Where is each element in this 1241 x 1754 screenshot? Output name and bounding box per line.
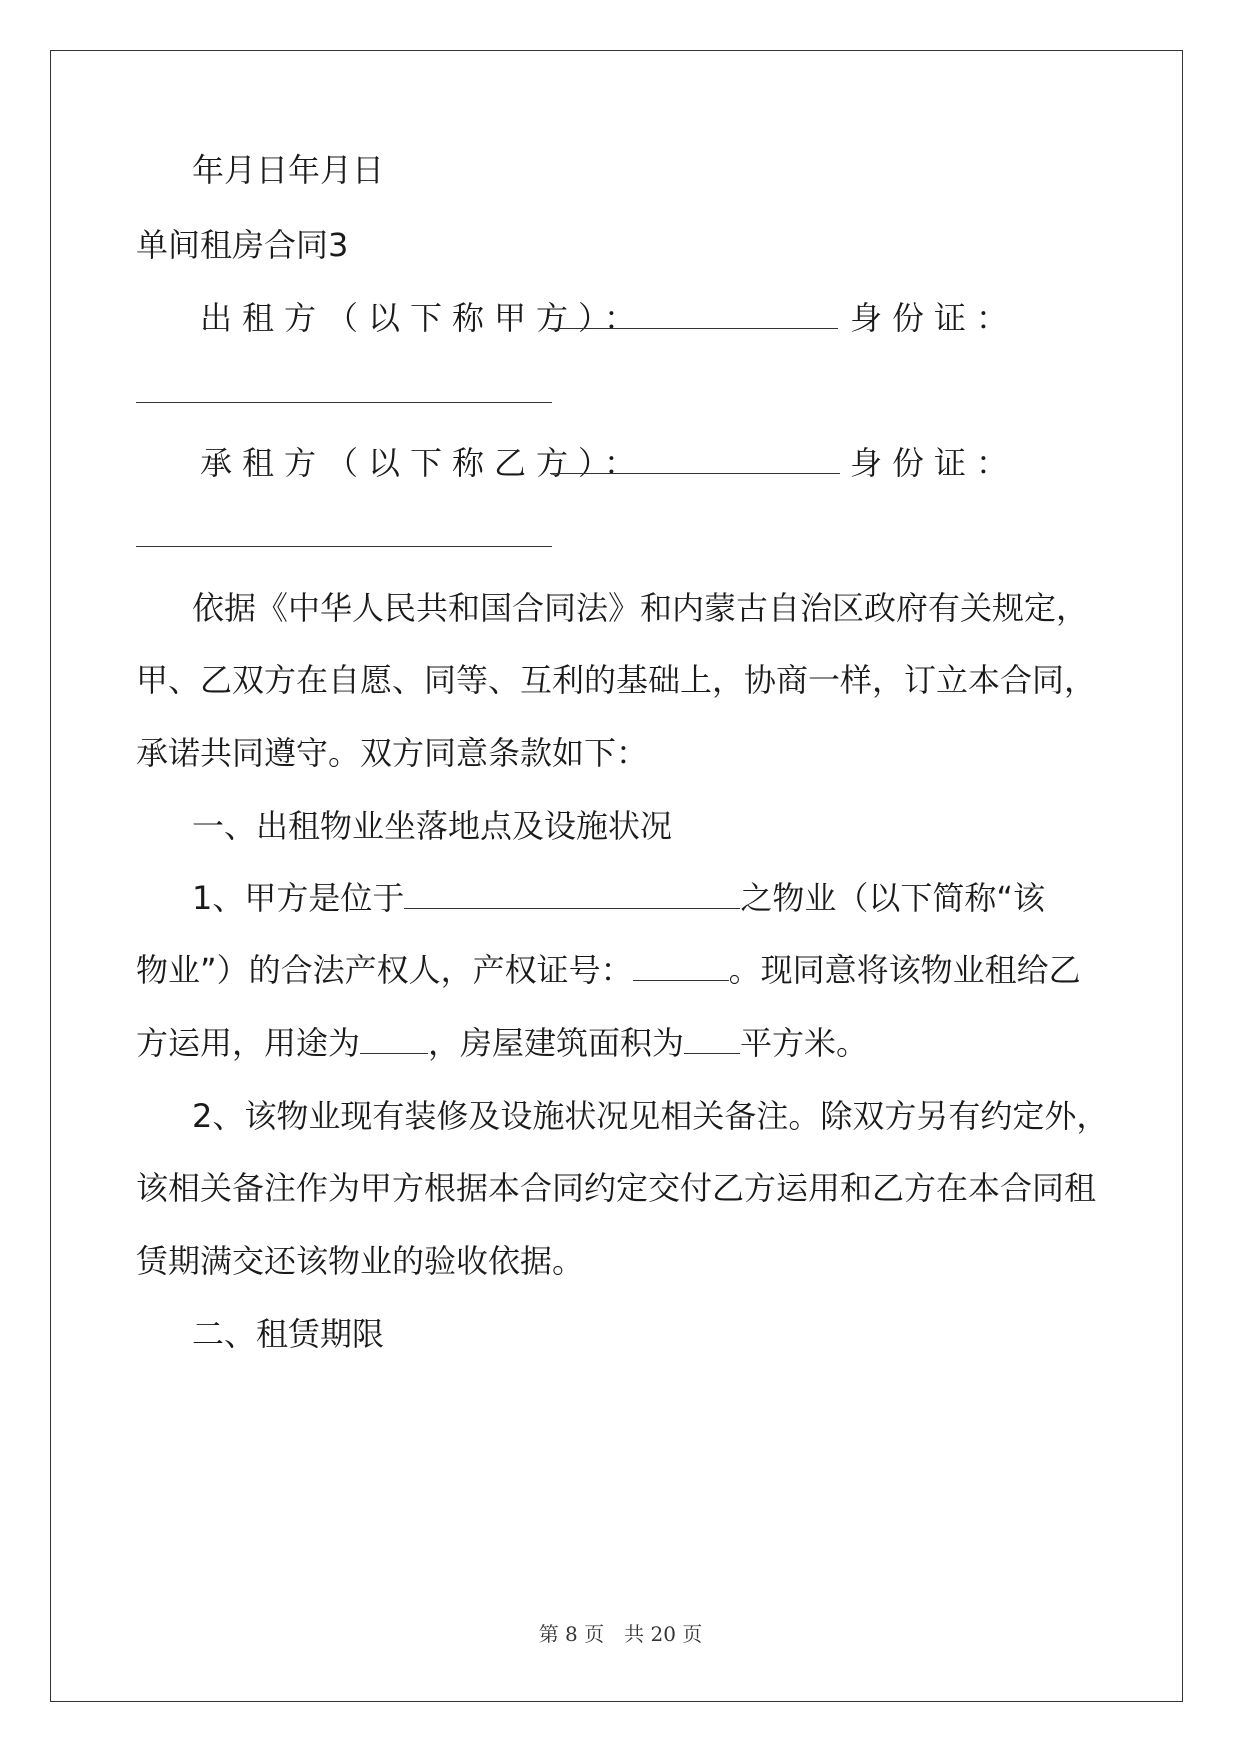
lessee-id-blank [136, 546, 552, 547]
certificate-number-blank [633, 954, 729, 981]
lessor-label: 出租方（以下称甲方）： [200, 299, 647, 337]
preamble-line-1: 依据《中华人民共和国合同法》和内蒙古自治区政府有关规定， [192, 589, 1089, 627]
clause1-text-c: 物业”）的合法产权人，产权证号： [136, 951, 633, 989]
lessor-id-blank [136, 402, 552, 403]
clause1-line-1 [192, 878, 1045, 918]
lessee-id-label: 身份证： [850, 444, 1019, 482]
clause1-text-e: 方运用，用途为 [136, 1024, 361, 1062]
preamble-line-3: 承诺共同遵守。双方同意条款如下： [136, 734, 649, 772]
lessee-name-blank [550, 473, 840, 474]
clause1-text-b: 之物业（以下简称“该 [740, 879, 1045, 917]
clause1-line-2 [136, 950, 1081, 990]
clause1-text-a: 1、甲方是位于 [192, 879, 405, 917]
clause2-line-1: 2、该物业现有装修及设施状况见相关备注。除双方另有约定外， [192, 1097, 1109, 1135]
clause2-line-2: 该相关备注作为甲方根据本合同约定交付乙方运用和乙方在本合同租 [136, 1169, 1097, 1207]
clause1-text-f: ，房屋建筑面积为 [428, 1024, 685, 1062]
lessor-id-label: 身份证： [850, 299, 1019, 337]
preamble-line-2: 甲、乙双方在自愿、同等、互利的基础上，协商一样，订立本合同， [136, 661, 1097, 699]
section2-heading: 二、租赁期限 [192, 1315, 385, 1353]
clause2-line-3: 赁期满交还该物业的验收依据。 [136, 1242, 585, 1280]
clause1-text-d: 。现同意将该物业租给乙 [728, 951, 1081, 989]
clause1-text-g: 平方米。 [740, 1024, 869, 1062]
area-blank [684, 1027, 740, 1054]
property-location-blank [404, 882, 740, 909]
contract-title: 单间租房合同3 [136, 226, 349, 264]
section1-heading: 一、出租物业坐落地点及设施状况 [192, 807, 673, 845]
lessee-label: 承租方（以下称乙方）： [200, 444, 647, 482]
date-line: 年月日年月日 [192, 151, 385, 189]
lessor-name-blank [548, 328, 838, 329]
clause1-line-3 [136, 1023, 868, 1063]
page-number-footer: 第 8 页 共 20 页 [538, 1622, 703, 1646]
usage-blank [360, 1027, 428, 1054]
